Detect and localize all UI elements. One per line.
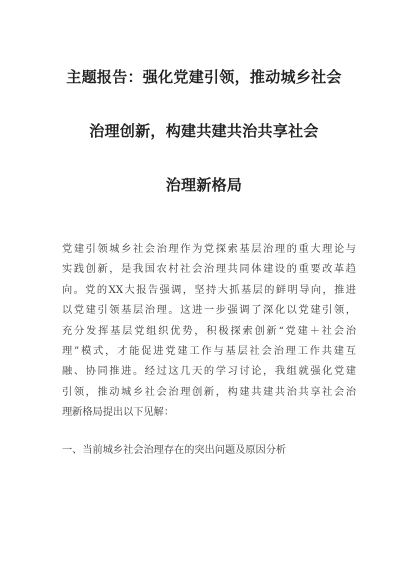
body-line: 以党建引领基层治理。这进一步强调了深化以党建引领， <box>62 305 356 317</box>
body-line: 融、协同推进。经过这几天的学习讨论，我组就强化党建 <box>62 366 356 378</box>
body-paragraph <box>62 240 356 424</box>
body-line: 充分发挥基层党组织优势，积极探索创新“党建＋社会治 <box>62 325 356 337</box>
document-title-line-2: 治理创新，构建共建共治共享社会 <box>89 122 319 140</box>
body-line: 实践创新，是我国农村社会治理共同体建设的重要改革趋 <box>62 264 356 276</box>
body-line: 党建引领城乡社会治理作为党探索基层治理的重大理论与 <box>62 244 356 255</box>
body-line: 理”模式，才能促进党建工作与基层社会治理工作共建互 <box>62 346 356 358</box>
section-heading: 一、当前城乡社会治理存在的突出问题及原因分析 <box>62 445 287 456</box>
document-title-line-3: 治理新格局 <box>165 176 243 194</box>
body-line: 引领，推动城乡社会治理创新，构建共建共治共享社会治 <box>62 386 356 398</box>
body-line: 理新格局提出以下见解： <box>62 407 175 419</box>
body-line: 向。党的XX大报告强调，坚持大抓基层的鲜明导向，推进 <box>62 284 356 296</box>
document-title-line-1: 主题报告：强化党建引领，推动城乡社会 <box>66 68 342 86</box>
